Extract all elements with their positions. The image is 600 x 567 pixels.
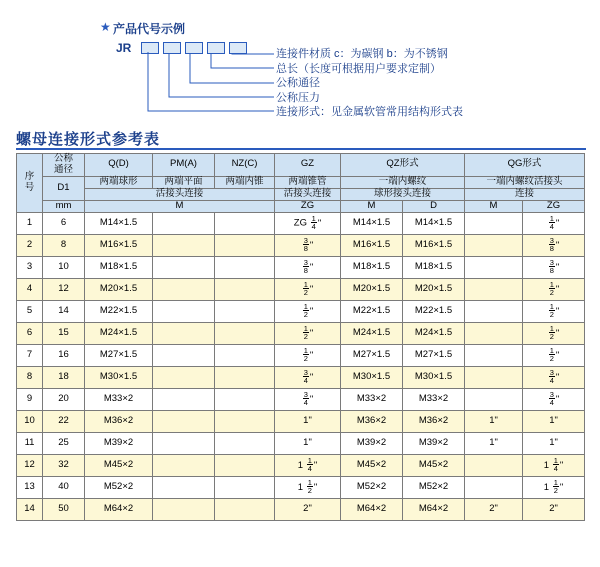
- cell-nz-thread: [215, 432, 275, 454]
- cell-gz-thread: 1 $\frac{1}{2}$ ": [275, 476, 341, 498]
- header-conn-gz: 活接头连接: [275, 188, 341, 200]
- cell-qd-thread: M36×2: [85, 410, 153, 432]
- cell-pm-thread: [153, 366, 215, 388]
- table-row: [17, 234, 585, 256]
- legend-item-list: [276, 47, 463, 120]
- cell-qz-d: M22×1.5: [403, 300, 465, 322]
- cell-qg-m: 2": [465, 498, 523, 520]
- cell-qd-thread: M14×1.5: [85, 212, 153, 234]
- cell-pm-thread: [153, 432, 215, 454]
- cell-qz-m: M30×1.5: [341, 366, 403, 388]
- legend-item-total-length: 总长（长度可根据用户要求定制）: [276, 62, 441, 75]
- table-row: [17, 256, 585, 278]
- header-dn: 公称 通径: [43, 154, 85, 177]
- cell-qz-m: M18×1.5: [341, 256, 403, 278]
- cell-index: 10: [17, 410, 43, 432]
- code-box-1: [141, 42, 159, 54]
- table-row: [17, 476, 585, 498]
- cell-index: 14: [17, 498, 43, 520]
- cell-qz-m: M16×1.5: [341, 234, 403, 256]
- code-box-5: [229, 42, 247, 54]
- header-row-3: [17, 188, 585, 200]
- cell-qd-thread: M27×1.5: [85, 344, 153, 366]
- cell-qz-m: M36×2: [341, 410, 403, 432]
- cell-gz-thread: $\frac{3}{8}$ ": [275, 234, 341, 256]
- cell-qg-zg: 1": [523, 432, 585, 454]
- cell-qd-thread: M18×1.5: [85, 256, 153, 278]
- cell-qg-zg: $\frac{3}{4}$ ": [523, 388, 585, 410]
- header-index: 序 号: [17, 154, 43, 213]
- cell-qd-thread: M64×2: [85, 498, 153, 520]
- cell-qd-thread: M16×1.5: [85, 234, 153, 256]
- cell-pm-thread: [153, 388, 215, 410]
- legend-title: 产品代号示例: [113, 22, 186, 36]
- table-row: [17, 278, 585, 300]
- cell-nominal-diameter: 6: [43, 212, 85, 234]
- page-title: 螺母连接形式参考表: [16, 131, 161, 148]
- table-row: [17, 432, 585, 454]
- header-group-pm: PM(A): [153, 154, 215, 177]
- cell-gz-thread: $\frac{1}{2}$ ": [275, 344, 341, 366]
- header-thread-d-qz: D: [403, 200, 465, 212]
- cell-pm-thread: [153, 344, 215, 366]
- cell-nz-thread: [215, 212, 275, 234]
- cell-qz-m: M27×1.5: [341, 344, 403, 366]
- table-row: [17, 344, 585, 366]
- cell-qg-m: [465, 256, 523, 278]
- cell-pm-thread: [153, 278, 215, 300]
- legend-item-material: 连接件材质 c：为碳钢 b：为不锈钢: [276, 48, 448, 60]
- cell-qg-m: [465, 322, 523, 344]
- cell-gz-thread: 1": [275, 432, 341, 454]
- cell-qz-m: M39×2: [341, 432, 403, 454]
- cell-qz-m: M14×1.5: [341, 212, 403, 234]
- cell-qd-thread: M33×2: [85, 388, 153, 410]
- table-row: [17, 212, 585, 234]
- cell-nominal-diameter: 8: [43, 234, 85, 256]
- cell-qg-zg: $\frac{3}{4}$ ": [523, 366, 585, 388]
- cell-nominal-diameter: 32: [43, 454, 85, 476]
- cell-pm-thread: [153, 322, 215, 344]
- cell-nominal-diameter: 15: [43, 322, 85, 344]
- header-dn-symbol: D1: [43, 176, 85, 200]
- header-group-qz: QZ形式: [341, 154, 465, 177]
- header-group-qg: QG形式: [465, 154, 585, 177]
- cell-qz-d: M52×2: [403, 476, 465, 498]
- cell-qd-thread: M24×1.5: [85, 322, 153, 344]
- cell-pm-thread: [153, 300, 215, 322]
- cell-qg-zg: $\frac{1}{4}$ ": [523, 212, 585, 234]
- cell-index: 6: [17, 322, 43, 344]
- cell-qz-d: M39×2: [403, 432, 465, 454]
- header-type-nz: 两端内锥: [215, 176, 275, 188]
- product-code-prefix: JR: [116, 41, 132, 55]
- cell-nz-thread: [215, 234, 275, 256]
- cell-gz-thread: 1": [275, 410, 341, 432]
- cell-qg-zg: $\frac{3}{8}$ ": [523, 256, 585, 278]
- table-row: [17, 366, 585, 388]
- cell-qg-zg: 1": [523, 410, 585, 432]
- header-conn-qg: 连接: [465, 188, 585, 200]
- cell-qd-thread: M22×1.5: [85, 300, 153, 322]
- nut-connection-table: [16, 153, 585, 521]
- table-row: [17, 322, 585, 344]
- header-unit-mm: mm: [43, 200, 85, 212]
- header-conn-qz: 球形接头连接: [341, 188, 465, 200]
- cell-qg-m: 1": [465, 410, 523, 432]
- cell-index: 11: [17, 432, 43, 454]
- cell-qz-d: M16×1.5: [403, 234, 465, 256]
- cell-qd-thread: M45×2: [85, 454, 153, 476]
- cell-pm-thread: [153, 476, 215, 498]
- cell-qg-m: 1": [465, 432, 523, 454]
- cell-pm-thread: [153, 410, 215, 432]
- cell-pm-thread: [153, 212, 215, 234]
- cell-index: 13: [17, 476, 43, 498]
- cell-qg-m: [465, 476, 523, 498]
- table-row: [17, 454, 585, 476]
- cell-qz-m: M20×1.5: [341, 278, 403, 300]
- cell-qd-thread: M30×1.5: [85, 366, 153, 388]
- cell-nominal-diameter: 25: [43, 432, 85, 454]
- star-icon: ★: [100, 20, 111, 34]
- cell-gz-thread: $\frac{1}{2}$ ": [275, 300, 341, 322]
- cell-nz-thread: [215, 410, 275, 432]
- cell-qg-m: [465, 300, 523, 322]
- legend-item-nominal-pressure: 公称压力: [276, 91, 320, 104]
- table-row: [17, 300, 585, 322]
- cell-qd-thread: M52×2: [85, 476, 153, 498]
- cell-qz-m: M24×1.5: [341, 322, 403, 344]
- cell-qg-m: [465, 344, 523, 366]
- cell-qz-d: M45×2: [403, 454, 465, 476]
- cell-index: 4: [17, 278, 43, 300]
- cell-qd-thread: M20×1.5: [85, 278, 153, 300]
- cell-nz-thread: [215, 300, 275, 322]
- cell-qz-m: M33×2: [341, 388, 403, 410]
- cell-qz-d: M18×1.5: [403, 256, 465, 278]
- cell-nominal-diameter: 40: [43, 476, 85, 498]
- cell-pm-thread: [153, 234, 215, 256]
- cell-qz-d: M64×2: [403, 498, 465, 520]
- cell-nz-thread: [215, 476, 275, 498]
- cell-index: 7: [17, 344, 43, 366]
- cell-qz-d: M20×1.5: [403, 278, 465, 300]
- cell-nz-thread: [215, 498, 275, 520]
- header-type-gz: 两端锥管: [275, 176, 341, 188]
- cell-nz-thread: [215, 366, 275, 388]
- header-type-qd: 两端球形: [85, 176, 153, 188]
- cell-nominal-diameter: 22: [43, 410, 85, 432]
- cell-qg-zg: 1 $\frac{1}{4}$ ": [523, 454, 585, 476]
- cell-gz-thread: $\frac{3}{8}$ ": [275, 256, 341, 278]
- cell-qg-m: [465, 454, 523, 476]
- cell-pm-thread: [153, 498, 215, 520]
- cell-qg-m: [465, 388, 523, 410]
- cell-index: 2: [17, 234, 43, 256]
- cell-qg-zg: $\frac{3}{8}$ ": [523, 234, 585, 256]
- cell-qz-d: M14×1.5: [403, 212, 465, 234]
- cell-nominal-diameter: 12: [43, 278, 85, 300]
- header-type-pm: 两端平面: [153, 176, 215, 188]
- header-row-2: [17, 176, 585, 188]
- table-row: [17, 410, 585, 432]
- cell-qg-zg: $\frac{1}{2}$ ": [523, 322, 585, 344]
- header-thread-m-qz: M: [341, 200, 403, 212]
- cell-nominal-diameter: 20: [43, 388, 85, 410]
- header-group-gz: GZ: [275, 154, 341, 177]
- cell-qg-m: [465, 234, 523, 256]
- cell-qg-zg: $\frac{1}{2}$ ": [523, 278, 585, 300]
- table-row: [17, 498, 585, 520]
- cell-gz-thread: 2": [275, 498, 341, 520]
- cell-index: 3: [17, 256, 43, 278]
- cell-qg-zg: 2": [523, 498, 585, 520]
- header-thread-zg-qg: ZG: [523, 200, 585, 212]
- cell-qz-m: M64×2: [341, 498, 403, 520]
- cell-qg-zg: $\frac{1}{2}$ ": [523, 344, 585, 366]
- cell-qz-m: M52×2: [341, 476, 403, 498]
- cell-qz-d: M24×1.5: [403, 322, 465, 344]
- legend-item-connection-form: 连接形式：见金属软管常用结构形式表: [276, 106, 463, 118]
- cell-gz-thread: $\frac{3}{4}$ ": [275, 388, 341, 410]
- table-row: [17, 388, 585, 410]
- header-row-4: [17, 200, 585, 212]
- cell-index: 9: [17, 388, 43, 410]
- cell-qz-d: M30×1.5: [403, 366, 465, 388]
- cell-nz-thread: [215, 388, 275, 410]
- cell-nz-thread: [215, 278, 275, 300]
- cell-qg-m: [465, 278, 523, 300]
- cell-gz-thread: $\frac{3}{4}$ ": [275, 366, 341, 388]
- code-box-3: [185, 42, 203, 54]
- cell-index: 8: [17, 366, 43, 388]
- header-thread-m-qg: M: [465, 200, 523, 212]
- table-header: [17, 154, 585, 213]
- cell-index: 12: [17, 454, 43, 476]
- header-thread-m-left: M: [85, 200, 275, 212]
- cell-qg-zg: $\frac{1}{2}$ ": [523, 300, 585, 322]
- cell-pm-thread: [153, 256, 215, 278]
- cell-nominal-diameter: 10: [43, 256, 85, 278]
- cell-nz-thread: [215, 344, 275, 366]
- cell-gz-thread: 1 $\frac{1}{4}$ ": [275, 454, 341, 476]
- cell-gz-thread: $\frac{1}{2}$ ": [275, 278, 341, 300]
- cell-nominal-diameter: 16: [43, 344, 85, 366]
- header-type-qz: 一端内螺纹: [341, 176, 465, 188]
- cell-nz-thread: [215, 256, 275, 278]
- cell-pm-thread: [153, 454, 215, 476]
- legend-item-nominal-diameter: 公称通径: [276, 77, 320, 89]
- header-group-qd: Q(D): [85, 154, 153, 177]
- cell-nz-thread: [215, 322, 275, 344]
- cell-index: 1: [17, 212, 43, 234]
- cell-qg-zg: 1 $\frac{1}{2}$ ": [523, 476, 585, 498]
- header-group-nz: NZ(C): [215, 154, 275, 177]
- header-type-qg: 一端内螺纹活接头: [465, 176, 585, 188]
- cell-qd-thread: M39×2: [85, 432, 153, 454]
- cell-qg-m: [465, 366, 523, 388]
- cell-nominal-diameter: 18: [43, 366, 85, 388]
- cell-nominal-diameter: 14: [43, 300, 85, 322]
- header-conn-left: 活接头连接: [85, 188, 275, 200]
- cell-nz-thread: [215, 454, 275, 476]
- cell-qz-d: M33×2: [403, 388, 465, 410]
- cell-qg-m: [465, 212, 523, 234]
- title-divider: [16, 148, 586, 150]
- cell-qz-m: M22×1.5: [341, 300, 403, 322]
- code-box-4: [207, 42, 225, 54]
- cell-gz-thread: ZG $\frac{1}{4}$ ": [275, 212, 341, 234]
- cell-qz-m: M45×2: [341, 454, 403, 476]
- table-body: [17, 212, 585, 520]
- cell-nominal-diameter: 50: [43, 498, 85, 520]
- cell-gz-thread: $\frac{1}{2}$ ": [275, 322, 341, 344]
- header-row-1: [17, 154, 585, 177]
- cell-qz-d: M27×1.5: [403, 344, 465, 366]
- header-thread-zg-gz: ZG: [275, 200, 341, 212]
- code-box-2: [163, 42, 181, 54]
- cell-qz-d: M36×2: [403, 410, 465, 432]
- product-code-boxes: [141, 42, 247, 54]
- cell-index: 5: [17, 300, 43, 322]
- product-code-legend: [0, 0, 600, 120]
